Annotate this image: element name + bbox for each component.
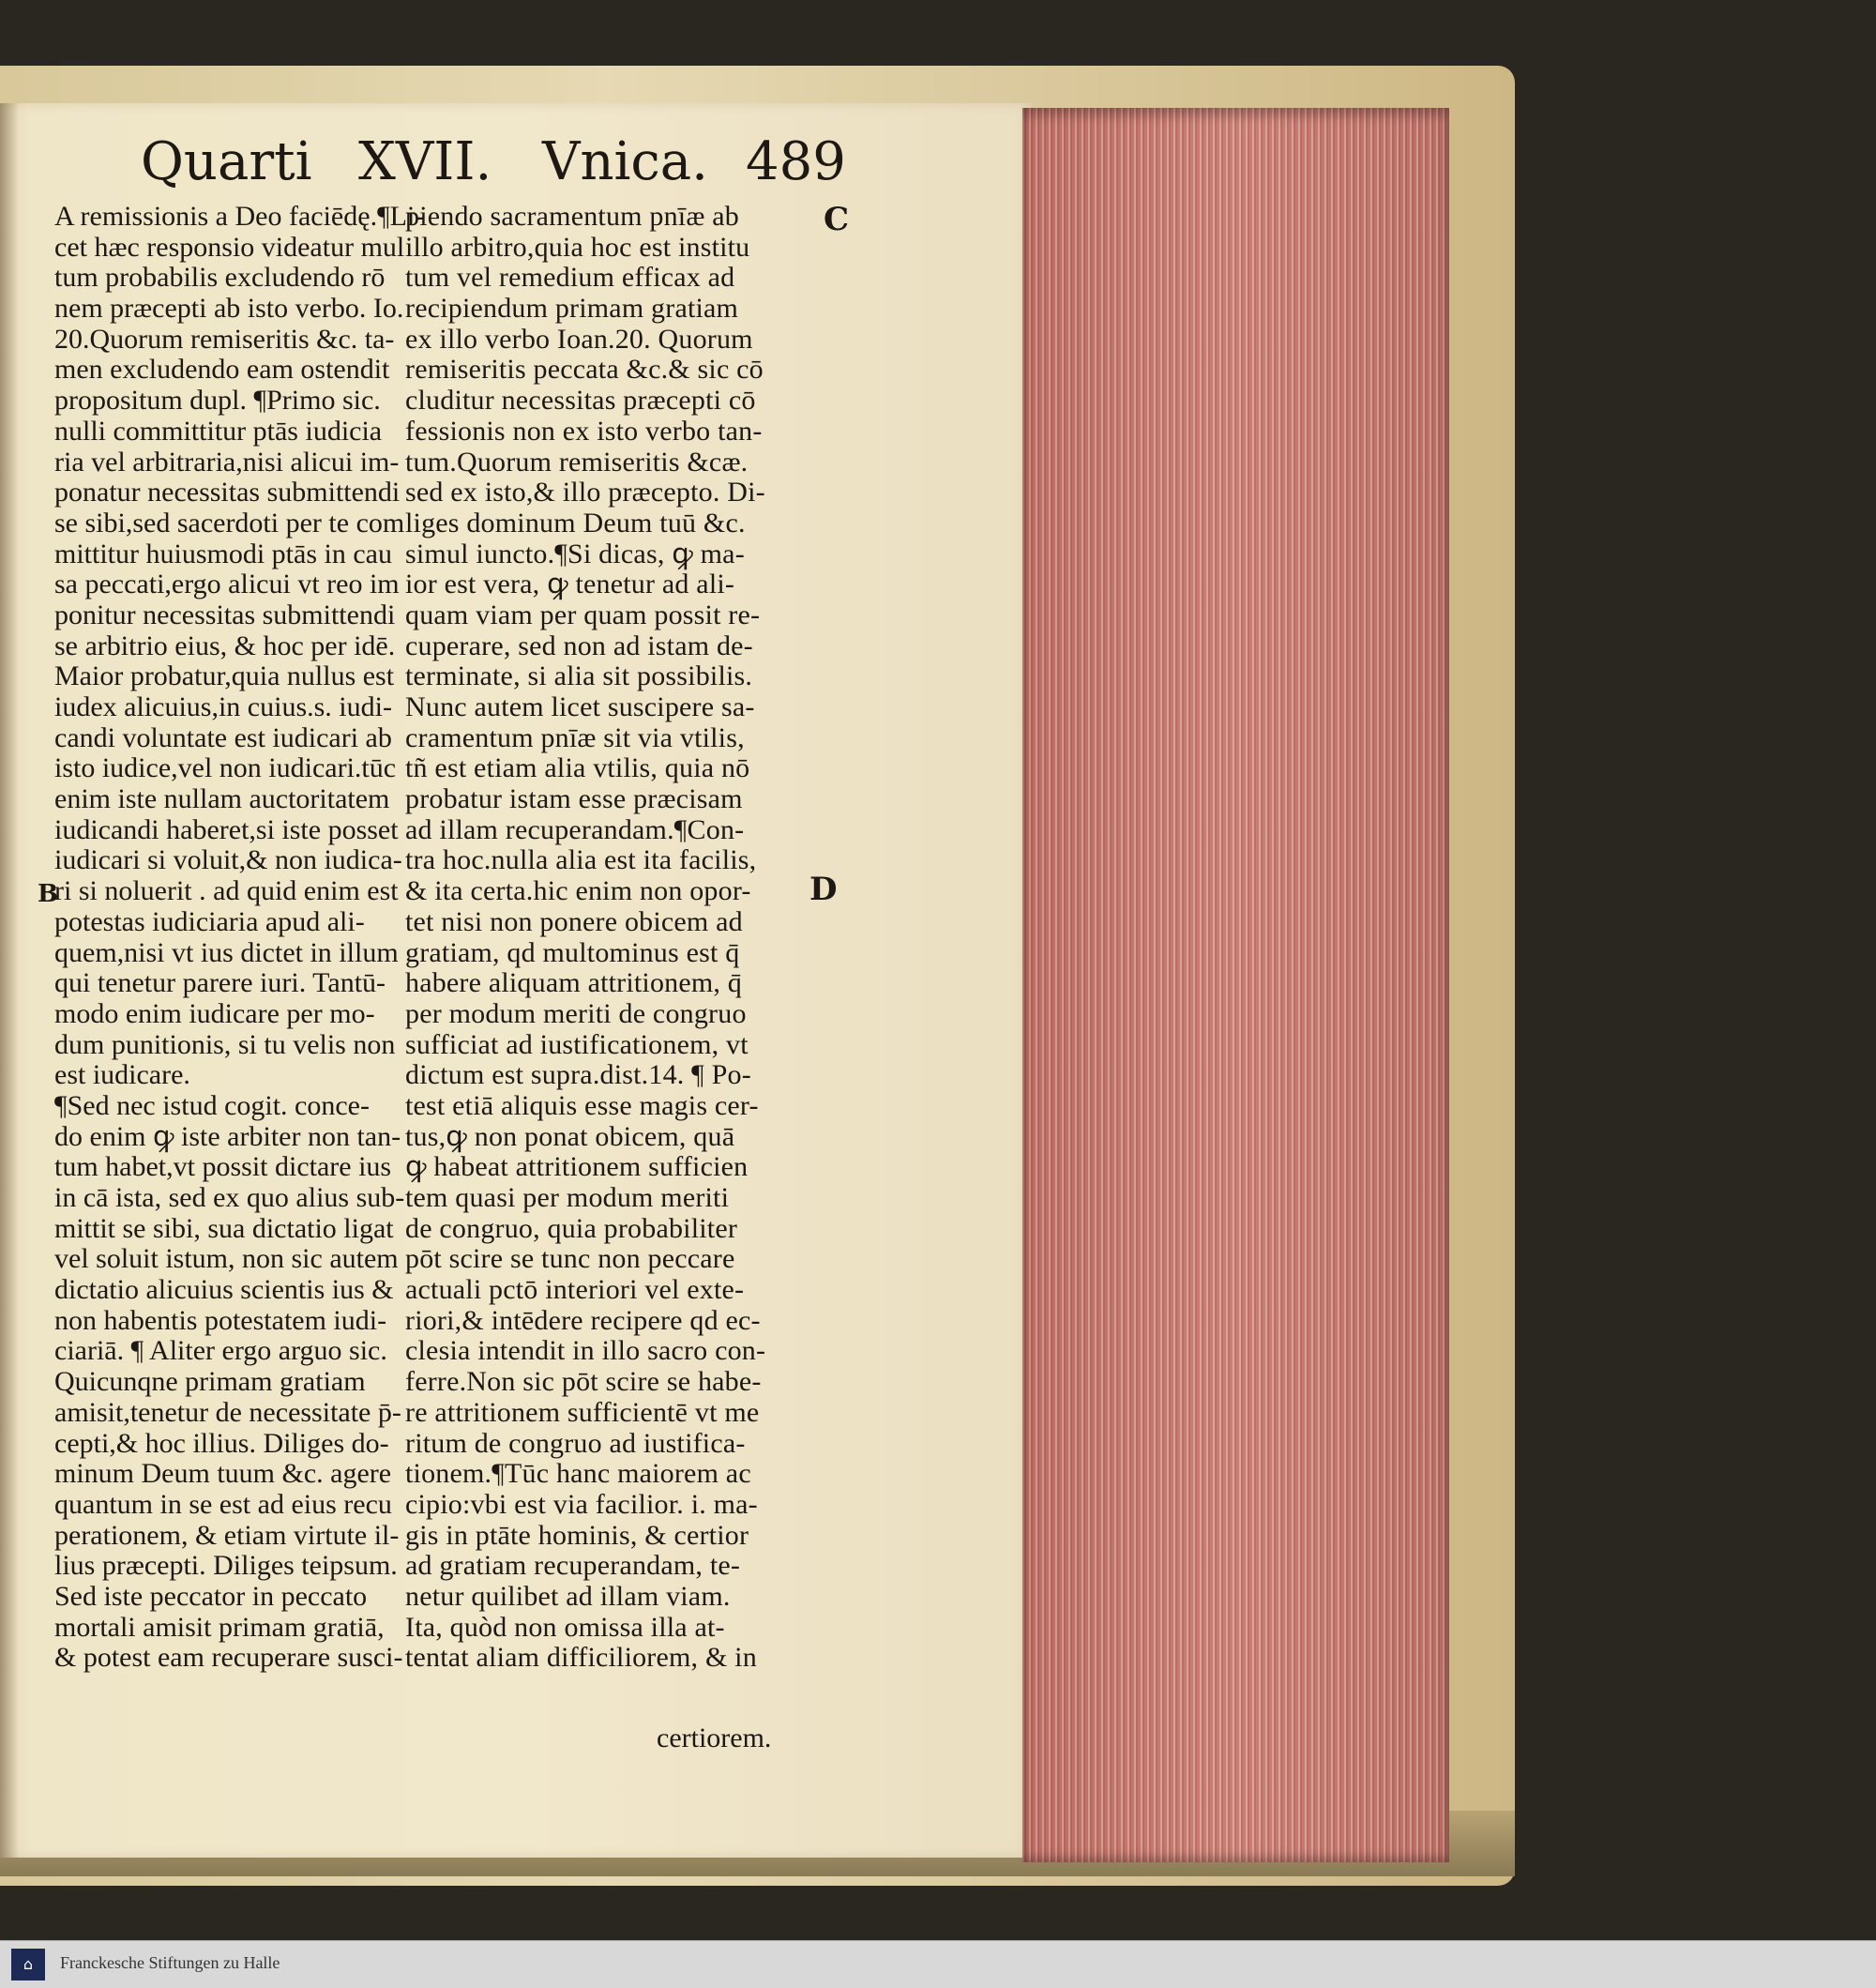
text-line: 20.Quorum remiseritis &c. ta- xyxy=(54,323,395,355)
text-line: potestas iudiciaria apud ali- xyxy=(54,905,365,937)
page-edges-red xyxy=(1022,108,1449,1862)
text-line: tus,ꝙ non ponat obicem, quā xyxy=(405,1120,735,1152)
margin-marker-d: D xyxy=(809,871,838,908)
text-line: piendo sacramentum pnīæ ab xyxy=(405,201,739,232)
text-line: ri si noluerit . ad quid enim est xyxy=(54,875,399,907)
text-line: dictatio alicuius scientis ius & xyxy=(54,1274,394,1306)
text-line: vel soluit istum, non sic autem xyxy=(54,1243,399,1275)
text-line: cet hæc responsio videatur mul xyxy=(54,231,405,263)
text-line: sufficiat ad iustificationem, vt xyxy=(405,1028,749,1060)
text-line: candi voluntate est iudicari ab xyxy=(54,721,392,753)
page-number: 489 xyxy=(746,131,846,192)
text-line: cuperare, sed non ad istam de- xyxy=(405,630,753,661)
text-line: probatur istam esse præcisam xyxy=(405,783,743,815)
text-line: habere aliquam attritionem, q̄ xyxy=(405,967,743,999)
text-column-left xyxy=(54,201,425,1674)
text-line: dum punitionis, si tu velis non xyxy=(54,1028,396,1060)
text-line: quam viam per quam possit re- xyxy=(405,599,761,630)
text-line: test etiā aliquis esse magis cer- xyxy=(405,1089,759,1121)
text-line: in cā ista, sed ex quo alius sub- xyxy=(54,1182,405,1213)
text-line: do enim ꝙ iste arbiter non tan- xyxy=(54,1120,401,1152)
gutter-shadow xyxy=(0,103,19,1858)
text-line: cramentum pnīæ sit via vtilis, xyxy=(405,721,745,753)
text-line: remiseritis peccata &c.& sic cō xyxy=(405,354,764,386)
text-line: riori,& intēdere recipere qd ec- xyxy=(405,1304,761,1336)
text-line: nem præcepti ab isto verbo. Io. xyxy=(54,293,404,325)
text-line: est iudicare. xyxy=(54,1059,190,1091)
text-line: mittitur huiusmodi ptās in cau xyxy=(54,538,392,569)
text-line: cipio:vbi est via facilior. i. ma- xyxy=(405,1488,758,1520)
text-line: ponatur necessitas submittendi xyxy=(54,477,401,508)
text-line: lius præcepti. Diliges teipsum. xyxy=(54,1550,398,1582)
text-line: cepti,& hoc illius. Diliges do- xyxy=(54,1427,389,1459)
text-line: per modum meriti de congruo xyxy=(405,997,747,1029)
text-line: propositum dupl. ¶Primo sic. xyxy=(54,385,381,417)
text-line: mittit se sibi, sua dictatio ligat xyxy=(54,1212,394,1244)
margin-marker-c: C xyxy=(824,201,850,238)
viewer-footer xyxy=(0,1940,1876,1988)
text-line: nulli committitur ptās iudicia xyxy=(54,415,383,447)
text-line: ad gratiam recuperandam, te- xyxy=(405,1550,741,1582)
text-line: pōt scire se tunc non peccare xyxy=(405,1243,735,1275)
text-line: tum vel remedium efficax ad xyxy=(405,262,735,294)
text-line: ria vel arbitraria,nisi alicui im- xyxy=(54,446,400,478)
text-line: iudicari si voluit,& non iudica- xyxy=(54,844,402,876)
text-line: tem quasi per modum meriti xyxy=(405,1182,730,1213)
text-line: & potest eam recuperare susci- xyxy=(54,1642,403,1674)
text-line: se arbitrio eius, & hoc per idē. xyxy=(54,630,396,661)
text-line: terminate, si alia sit possibilis. xyxy=(405,660,753,692)
text-line: enim iste nullam auctoritatem xyxy=(54,783,390,815)
text-line: Quicunqne primam gratiam xyxy=(54,1366,366,1398)
text-line: liges dominum Deum tuū &c. xyxy=(405,507,746,539)
text-line: cluditur necessitas præcepti cō xyxy=(405,385,756,417)
text-line: ¶Sed nec istud cogit. conce- xyxy=(54,1089,370,1121)
text-line: recipiendum primam gratiam xyxy=(405,293,739,325)
text-line: tum.Quorum remiseritis &cæ. xyxy=(405,446,749,478)
orphanage-logo-icon: ⌂ xyxy=(11,1949,45,1980)
text-line: ad illam recuperandam.¶Con- xyxy=(405,813,745,845)
text-line: de congruo, quia probabiliter xyxy=(405,1212,738,1244)
text-line: gratiam, qd multominus est q̄ xyxy=(405,936,740,968)
text-line: ritum de congruo ad iustifica- xyxy=(405,1427,746,1459)
text-line: illo arbitro,quia hoc est institu xyxy=(405,231,750,263)
text-line: modo enim iudicare per mo- xyxy=(54,997,375,1029)
text-line: & ita certa.hic enim non opor- xyxy=(405,875,751,907)
text-line: perationem, & etiam virtute il- xyxy=(54,1519,400,1551)
text-line: tum probabilis excludendo rō xyxy=(54,262,386,294)
text-line: amisit,tenetur de necessitate p̄- xyxy=(54,1396,401,1428)
text-line: Maior probatur,quia nullus est xyxy=(54,660,395,692)
text-line: clesia intendit in illo sacro con- xyxy=(405,1335,766,1367)
text-line: iudicandi haberet,si iste posset xyxy=(54,813,399,845)
text-line: ciariā. ¶ Aliter ergo arguo sic. xyxy=(54,1335,387,1367)
text-column-right xyxy=(405,202,818,1674)
text-line: ferre.Non sic pōt scire se habe- xyxy=(405,1366,762,1398)
institution-name: Franckesche Stiftungen zu Halle xyxy=(60,1953,280,1972)
text-line: quem,nisi vt ius dictet in illum xyxy=(54,936,399,968)
text-line: minum Deum tuum &c. agere xyxy=(54,1458,392,1490)
text-line: re attritionem sufficientē vt me xyxy=(405,1396,760,1428)
text-line: tet nisi non ponere obicem ad xyxy=(405,905,743,937)
text-line: Sed iste peccator in peccato xyxy=(54,1580,368,1612)
text-line: A remissionis a Deo faciēdę.¶Li- xyxy=(54,201,425,232)
text-line: non habentis potestatem iudi- xyxy=(54,1304,387,1336)
text-line: actuali pctō interiori vel exte- xyxy=(405,1274,745,1306)
text-line: simul iuncto.¶Si dicas, ꝙ ma- xyxy=(405,538,745,569)
text-line: sa peccati,ergo alicui vt reo im xyxy=(54,569,400,600)
text-line: ior est vera, ꝙ tenetur ad ali- xyxy=(405,569,735,600)
text-line: Nunc autem licet suscipere sa- xyxy=(405,691,755,722)
text-line: iudex alicuius,in cuius.s. iudi- xyxy=(54,691,392,722)
text-line: netur quilibet ad illam viam. xyxy=(405,1580,731,1612)
text-line: tñ est etiam alia vtilis, quia nō xyxy=(405,752,750,784)
text-line: mortali amisit primam gratiā, xyxy=(54,1611,385,1643)
text-line: qui tenetur parere iuri. Tantū- xyxy=(54,967,386,999)
running-head-center: XVII. xyxy=(358,131,492,192)
text-line: gis in ptāte hominis, & certior xyxy=(405,1519,749,1551)
running-head-left: Quarti xyxy=(141,131,312,192)
text-line: tentat aliam difficiliorem, & in xyxy=(405,1642,757,1674)
text-line: ponitur necessitas submittendi xyxy=(54,599,396,630)
text-line: dictum est supra.dist.14. ¶ Po- xyxy=(405,1059,751,1091)
margin-marker-b: B xyxy=(38,880,58,908)
text-line: isto iudice,vel non iudicari.tūc xyxy=(54,752,397,784)
text-line: Ita, quòd non omissa illa at- xyxy=(405,1611,725,1643)
text-line: tionem.¶Tūc hanc maiorem ac xyxy=(405,1458,751,1490)
running-head-right: Vnica. xyxy=(542,131,708,192)
text-line: fessionis non ex isto verbo tan- xyxy=(405,415,763,447)
text-line: ex illo verbo Ioan.20. Quorum xyxy=(405,323,753,355)
text-line: tum habet,vt possit dictare ius xyxy=(54,1151,392,1183)
text-line: se sibi,sed sacerdoti per te com xyxy=(54,507,405,539)
catchword: certiorem. xyxy=(657,1722,772,1753)
text-line: men excludendo eam ostendit xyxy=(54,354,390,386)
text-line: tra hoc.nulla alia est ita facilis, xyxy=(405,844,757,876)
text-line: ꝙ habeat attritionem sufficien xyxy=(405,1151,749,1183)
text-line: quantum in se est ad eius recu xyxy=(54,1488,392,1520)
running-head xyxy=(0,131,938,206)
text-line: sed ex isto,& illo præcepto. Di- xyxy=(405,477,765,508)
